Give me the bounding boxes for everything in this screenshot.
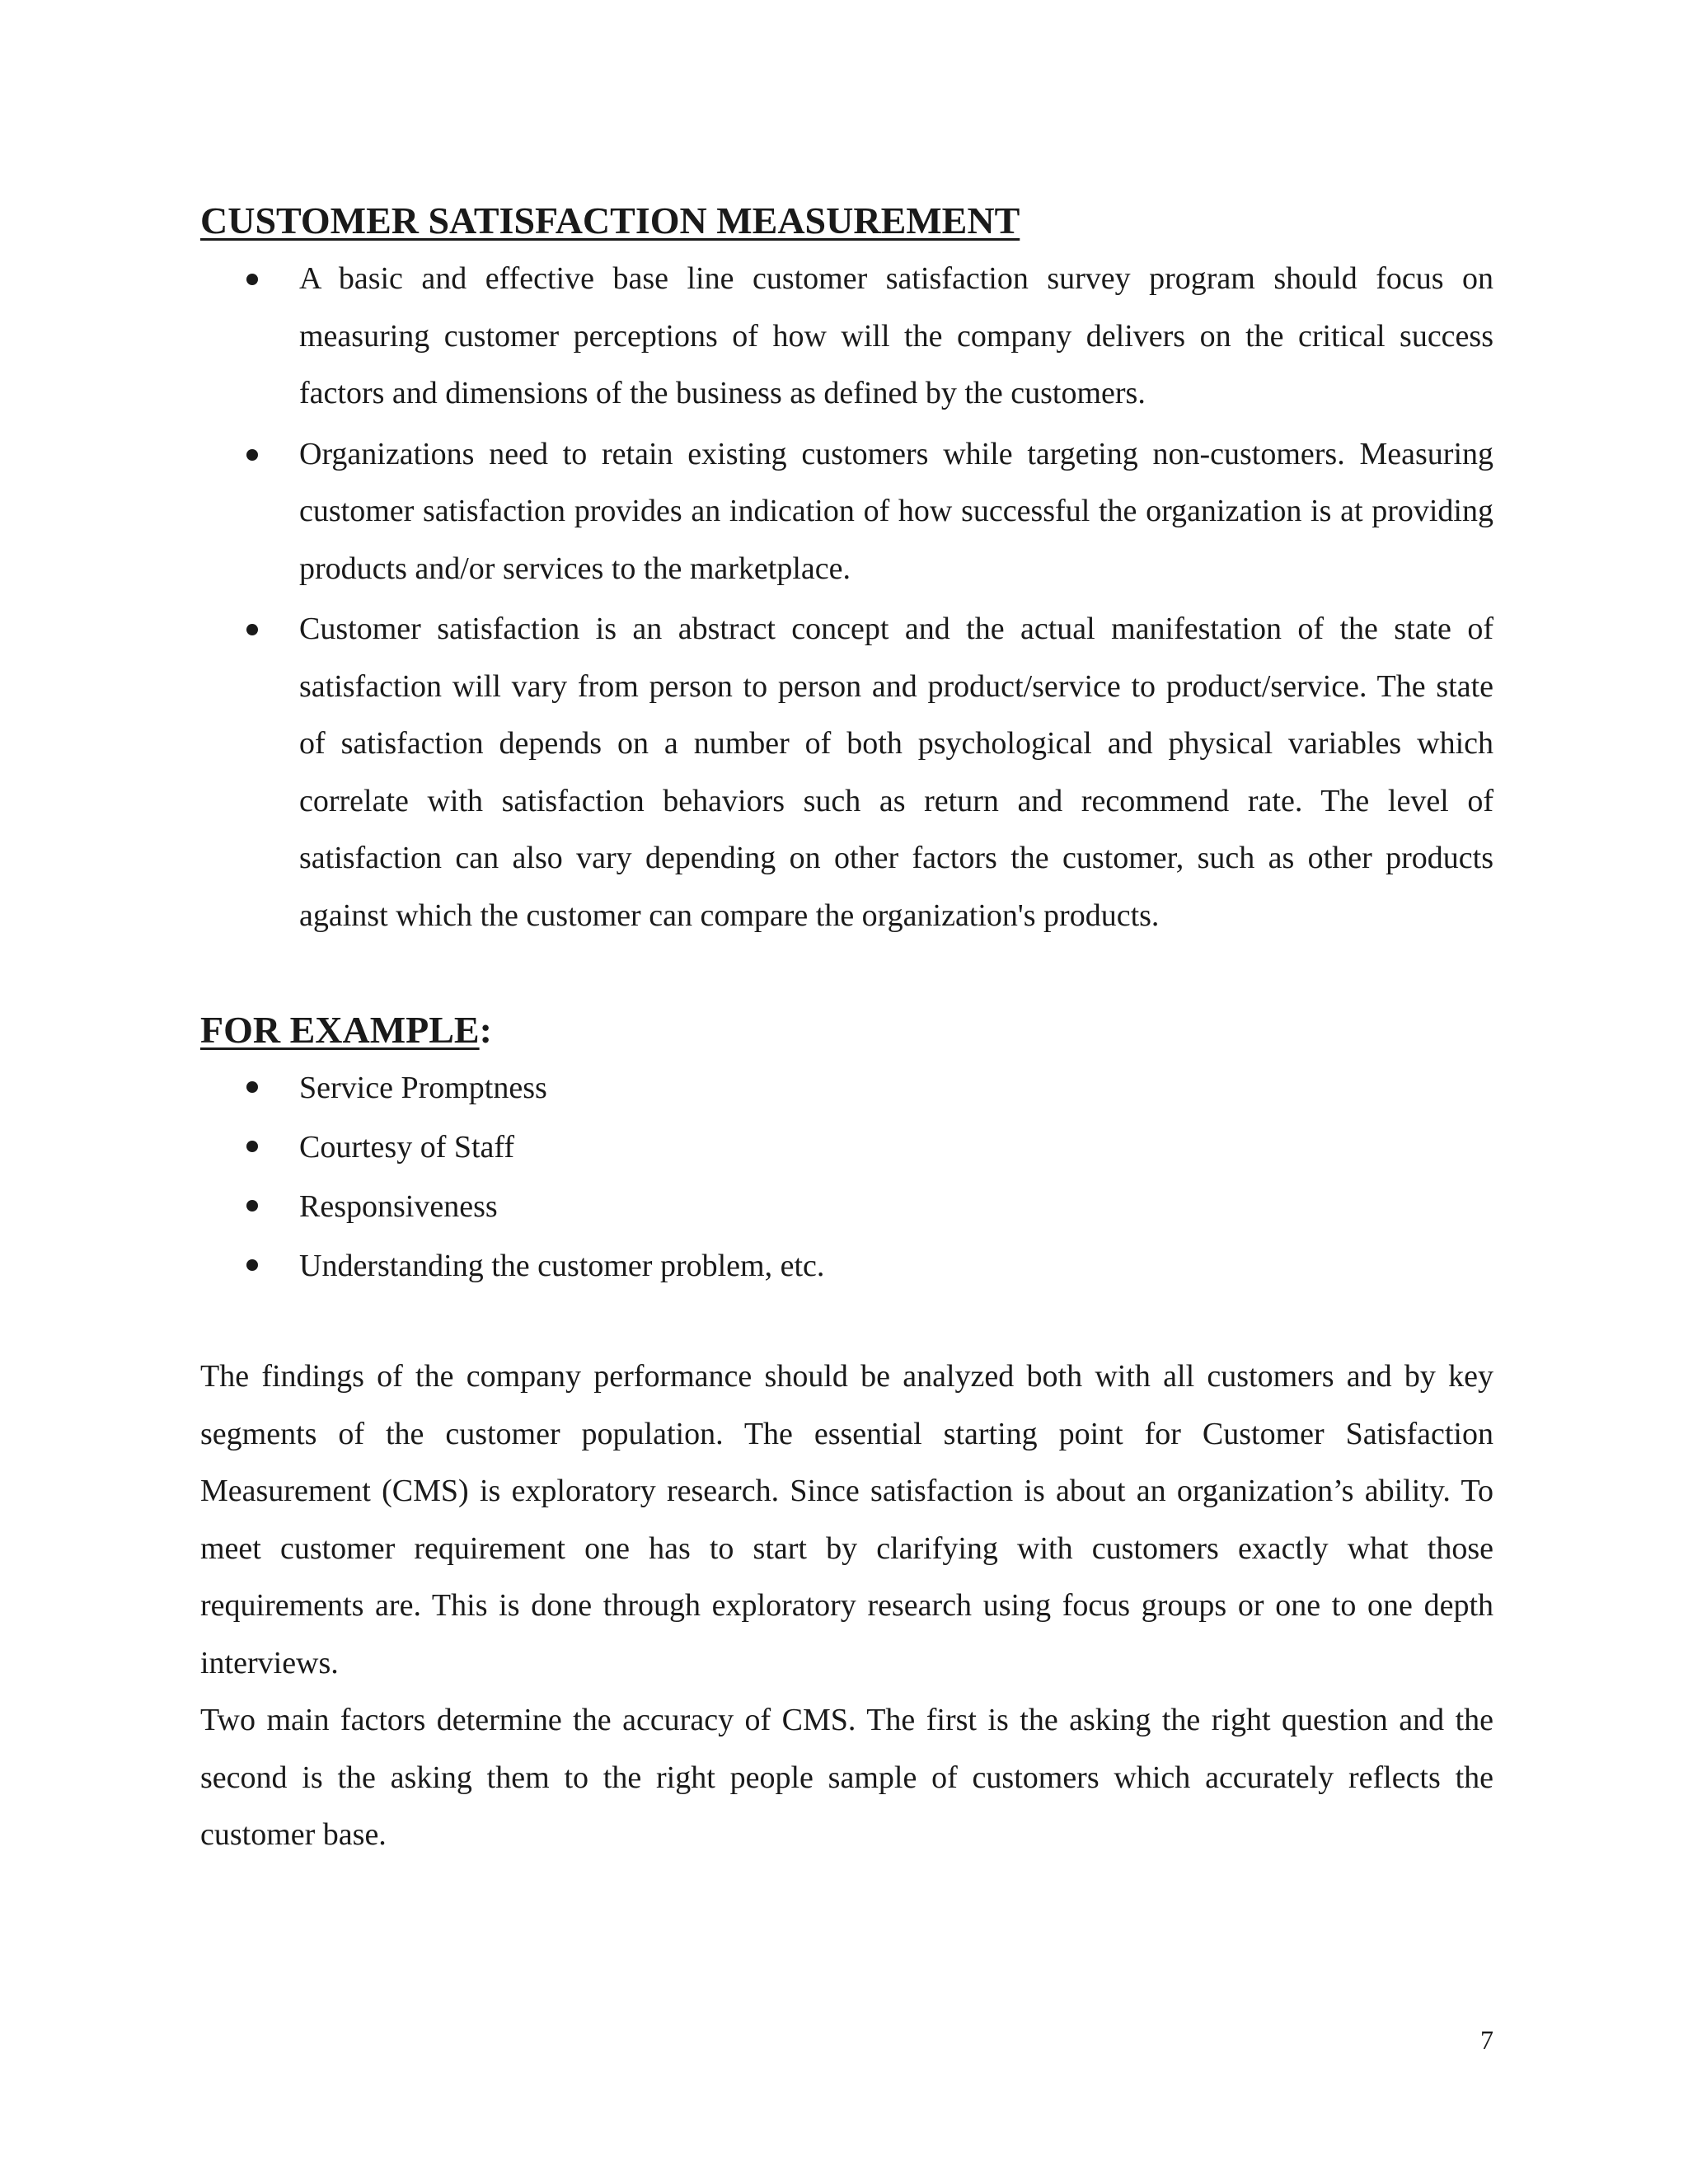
list-item-text: A basic and effective base line customer satisfaction survey program should focus on measuring customer perceptions of how will the company delivers on the critical success factors and dimensions of the business as defined by the customers. bbox=[299, 261, 1493, 410]
page-content bbox=[200, 196, 1493, 1864]
list-item-text: Customer satisfaction is an abstract concept and the actual manifestation of the state of satisfaction will vary from person to person and product/service to product/service. The state of satisfaction depends on a number of both psychological and physical variables which correlate with satisfaction behaviors such as return and recommend rate. The level of satisfaction can also vary depending on other factors the customer, such as other products against which the customer can compare the organization's products. bbox=[299, 612, 1493, 933]
body-paragraph-factors: Two main factors determine the accuracy of CMS. The first is the asking the right question and the second is the asking them to the right people sample of customers which accurately reflects the customer base. bbox=[200, 1703, 1493, 1852]
bullet-icon bbox=[246, 1200, 258, 1212]
bullet-icon bbox=[246, 1259, 258, 1271]
bullet-icon bbox=[246, 1141, 258, 1152]
csm-bullet-list bbox=[200, 251, 1493, 944]
list-item bbox=[200, 251, 1493, 423]
list-item-text: Understanding the customer problem, etc. bbox=[299, 1249, 825, 1283]
section-heading-for-example bbox=[200, 1007, 1493, 1053]
bullet-icon bbox=[246, 449, 258, 461]
list-item-text: Organizations need to retain existing customers while targeting non-customers. Measuring customer satisfaction provides an indication of how successful the organization is at providing products and/or services to the marketplace. bbox=[299, 436, 1493, 586]
list-item bbox=[200, 601, 1493, 944]
list-item bbox=[200, 1236, 1493, 1296]
bullet-icon bbox=[246, 1081, 258, 1093]
list-item bbox=[200, 426, 1493, 598]
example-bullet-list bbox=[200, 1058, 1493, 1296]
list-item-text: Responsiveness bbox=[299, 1189, 498, 1224]
list-item bbox=[200, 1118, 1493, 1177]
section-heading-for-example-text: FOR EXAMPLE bbox=[200, 1009, 480, 1051]
bullet-icon bbox=[246, 274, 258, 285]
bullet-icon bbox=[246, 624, 258, 635]
section-heading-csm-text: CUSTOMER SATISFACTION MEASUREMENT bbox=[200, 199, 1020, 241]
section-heading-csm bbox=[200, 198, 1493, 244]
body-paragraph-findings: The findings of the company performance should be analyzed both with all customers and by key segments of the customer population. The essential starting point for Customer Satisfaction Measurement (CMS) is exploratory research. Since satisfaction is about an organization’s ability. To meet customer requirement one has to start by clarifying with customers exactly what those requirements are. This is done through exploratory research using focus groups or one to one depth interviews. bbox=[200, 1359, 1493, 1680]
list-item bbox=[200, 1058, 1493, 1118]
list-item-text: Courtesy of Staff bbox=[299, 1130, 515, 1165]
list-item bbox=[200, 1177, 1493, 1236]
list-item-text: Service Promptness bbox=[299, 1071, 547, 1105]
page-number: 7 bbox=[1480, 2025, 1493, 2055]
heading-colon: : bbox=[479, 1009, 492, 1051]
